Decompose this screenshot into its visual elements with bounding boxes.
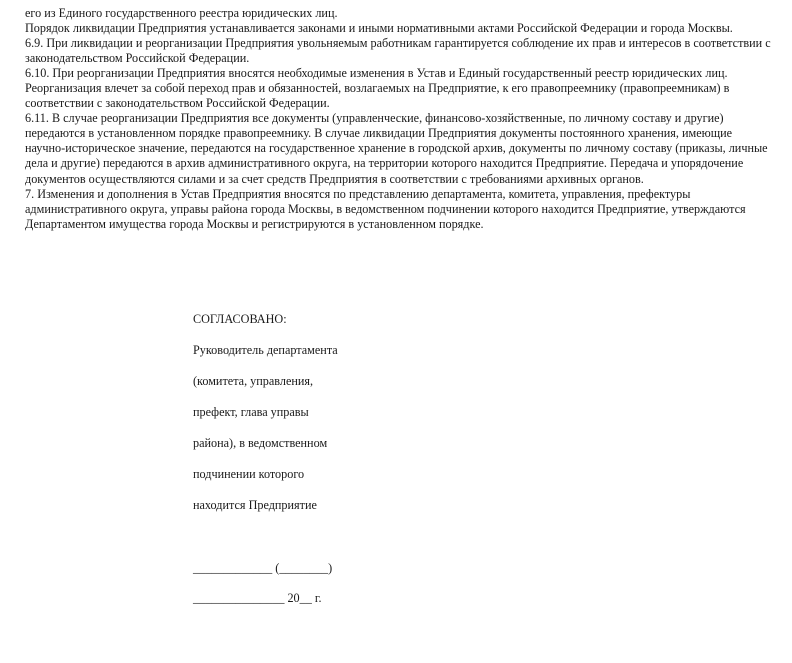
body-paragraph: 6.11. В случае реорганизации Предприятия все документы (управленческие, финансово-хозяйственные, по личному составу и другие) передаются в установленном порядке правопреемнику. В случае ликвидации Предприятия документы постоянного хранения, имеющие научно-историческое значение, передаются на государственное хранение в городской архив, документы по личному составу (приказы, личные дела и другие) передаются в архив административного округа, на территории которого находится Предприятие. Передача и упорядочение документов осуществляются силами и за счет средств Предприятия в соответствии с требованиями архивных органов. [25, 111, 768, 186]
signature-date-rule: _______________ 20__ г. [193, 591, 322, 605]
body-paragraph: его из Единого государственного реестра юридических лиц. [25, 6, 338, 20]
signature-name-rule: _____________ (________) [193, 561, 333, 575]
signature-role-line: находится Предприятие [193, 498, 317, 512]
body-paragraph: Порядок ликвидации Предприятия устанавливается законами и иными нормативными актами Российской Федерации и города Москвы. [25, 21, 733, 36]
body-paragraph: 6.10. При реорганизации Предприятия вносятся необходимые изменения в Устав и Единый государственный реестр юридических лиц. [25, 66, 728, 81]
body-paragraph: Реорганизация влечет за собой переход прав и обязанностей, возлагаемых на Предприятие, к его правопреемнику (правопреемникам) в соответствии с законодательством Российской Федерации. [25, 81, 730, 111]
signature-block [193, 312, 593, 529]
signature-role-line: префект, глава управы [193, 405, 309, 419]
document-body [25, 6, 772, 232]
signature-role-line: Руководитель департамента [193, 343, 338, 357]
signature-role-line: подчинении которого [193, 467, 305, 481]
signature-heading: СОГЛАСОВАНО: [193, 312, 287, 326]
body-paragraph: 6.9. При ликвидации и реорганизации Предприятия увольняемым работникам гарантируется соблюдение их прав и интересов в соответствии с законодательством Российской Федерации. [25, 36, 771, 66]
signature-rules [193, 561, 593, 621]
signature-role-line: района), в ведомственном [193, 436, 328, 450]
signature-role-line: (комитета, управления, [193, 374, 314, 388]
body-paragraph: 7. Изменения и дополнения в Устав Предприятия вносятся по представлению департамента, комитета, управления, префектуры административного округа, управы района города Москвы, в ведомственном подчинении которого находится Предприятие, утверждаются Департаментом имущества города Москвы и регистрируются в установленном порядке. [25, 186, 746, 231]
